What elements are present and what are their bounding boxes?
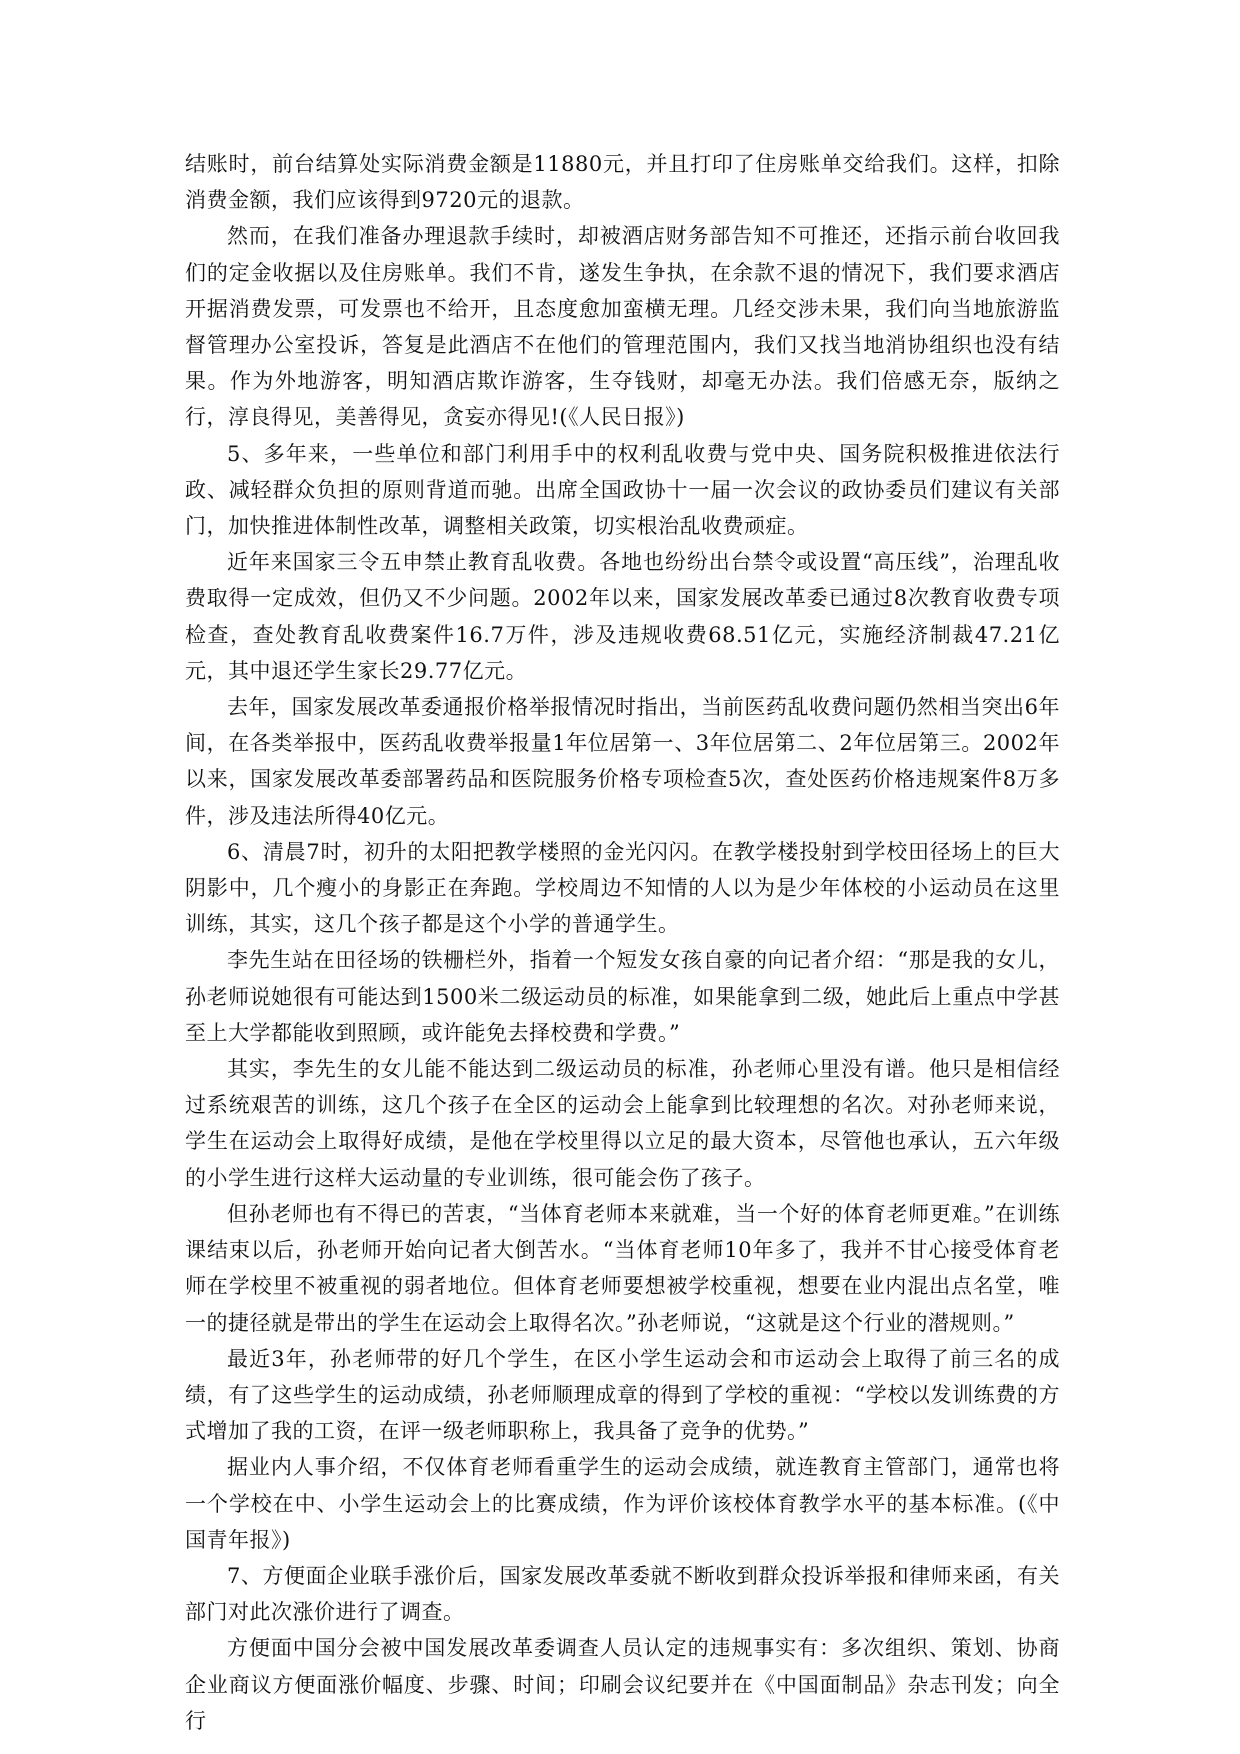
paragraph-item-7: 7、方便面企业联手涨价后，国家发展改革委就不断收到群众投诉举报和律师来函，有关部门对此次涨价进行了调查。 [185,1563,1060,1625]
paragraph-continuation: 结账时，前台结算处实际消费金额是11880元，并且打印了住房账单交给我们。这样，扣除消费金额，我们应该得到9720元的退款。 [185,152,1060,213]
paragraph: 去年，国家发展改革委通报价格举报情况时指出，当前医药乱收费问题仍然相当突出6年间，在各类举报中，医药乱收费举报量1年位居第一、3年位居第二、2年位居第三。2002年以来，国家发展改革委部署药品和医院服务价格专项检查5次，查处医药价格违规案件8万多件，涉及违法所得40亿元。 [185,695,1060,828]
paragraph: 据业内人事介绍，不仅体育老师看重学生的运动会成绩，就连教育主管部门，通常也将一个学校在中、小学生运动会上的比赛成绩，作为评价该校体育教学水平的基本标准。(《中国青年报》) [185,1455,1060,1552]
paragraph: 李先生站在田径场的铁栅栏外，指着一个短发女孩自豪的向记者介绍：“那是我的女儿，孙老师说她很有可能达到1500米二级运动员的标准，如果能拿到二级，她此后上重点中学甚至上大学都能收到照顾，或许能免去择校费和学费。” [185,948,1060,1045]
document-page [185,146,1060,1739]
paragraph-item-6: 6、清晨7时，初升的太阳把教学楼照的金光闪闪。在教学楼投射到学校田径场上的巨大阴影中，几个瘦小的身影正在奔跑。学校周边不知情的人以为是少年体校的小运动员在这里训练，其实，这几个孩子都是这个小学的普通学生。 [185,839,1060,937]
paragraph: 但孙老师也有不得已的苦衷，“当体育老师本来就难，当一个好的体育老师更难。”在训练课结束以后，孙老师开始向记者大倒苦水。“当体育老师10年多了，我并不甘心接受体育老师在学校里不被重视的弱者地位。但体育老师要想被学校重视，想要在业内混出点名堂，唯一的捷径就是带出的学生在运动会上取得名次。”孙老师说，“这就是这个行业的潜规则。” [185,1201,1060,1335]
paragraph: 近年来国家三令五申禁止教育乱收费。各地也纷纷出台禁令或设置“高压线”，治理乱收费取得一定成效，但仍又不少问题。2002年以来，国家发展改革委已通过8次教育收费专项检查，查处教育乱收费案件16.7万件，涉及违规收费68.51亿元，实施经济制裁47.21亿元，其中退还学生家长29.77亿元。 [185,550,1060,683]
paragraph: 其实，李先生的女儿能不能达到二级运动员的标准，孙老师心里没有谱。他只是相信经过系统艰苦的训练，这几个孩子在全区的运动会上能拿到比较理想的名次。对孙老师来说，学生在运动会上取得好成绩，是他在学校里得以立足的最大资本，尽管他也承认，五六年级的小学生进行这样大运动量的专业训练，很可能会伤了孩子。 [185,1057,1060,1190]
paragraph-item-5: 5、多年来，一些单位和部门利用手中的权利乱收费与党中央、国务院积极推进依法行政、减轻群众负担的原则背道而驰。出席全国政协十一届一次会议的政协委员们建议有关部门，加快推进体制性改革，调整相关政策，切实根治乱收费顽症。 [185,441,1060,539]
paragraph: 方便面中国分会被中国发展改革委调查人员认定的违规事实有：多次组织、策划、协商企业商议方便面涨价幅度、步骤、时间；印刷会议纪要并在《中国面制品》杂志刊发；向全行 [185,1636,1060,1733]
paragraph: 然而，在我们准备办理退款手续时，却被酒店财务部告知不可推还，还指示前台收回我们的定金收据以及住房账单。我们不肯，遂发生争执，在余款不退的情况下，我们要求酒店开据消费发票，可发票也不给开，且态度愈加蛮横无理。几经交涉未果，我们向当地旅游监督管理办公室投诉，答复是此酒店不在他们的管理范围内，我们又找当地消协组织也没有结果。作为外地游客，明知酒店欺诈游客，生夺钱财，却毫无办法。我们倍感无奈，版纳之行，淳良得见，美善得见，贪妄亦得见!(《人民日报》) [185,224,1060,430]
paragraph: 最近3年，孙老师带的好几个学生，在区小学生运动会和市运动会上取得了前三名的成绩，有了这些学生的运动成绩，孙老师顺理成章的得到了学校的重视：“学校以发训练费的方式增加了我的工资，在评一级老师职称上，我具备了竞争的优势。” [185,1346,1060,1444]
